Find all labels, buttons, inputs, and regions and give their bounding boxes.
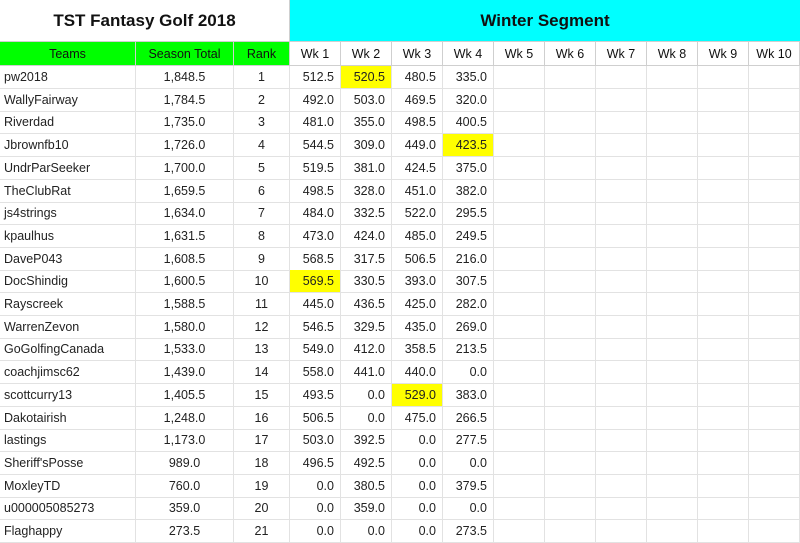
- team-name-cell[interactable]: pw2018: [0, 66, 136, 89]
- season-total-cell[interactable]: 760.0: [136, 475, 234, 498]
- week-score-cell[interactable]: [749, 134, 800, 157]
- week-score-cell[interactable]: [494, 475, 545, 498]
- week-score-cell[interactable]: [749, 248, 800, 271]
- week-score-cell[interactable]: [647, 520, 698, 543]
- week-score-cell[interactable]: 320.0: [443, 89, 494, 112]
- week-header-2[interactable]: Wk 2: [341, 42, 392, 66]
- season-total-cell[interactable]: 1,248.0: [136, 407, 234, 430]
- week-score-cell[interactable]: 216.0: [443, 248, 494, 271]
- week-score-cell[interactable]: [749, 361, 800, 384]
- week-score-cell[interactable]: 213.5: [443, 338, 494, 361]
- week-score-cell[interactable]: [749, 407, 800, 430]
- week-score-cell[interactable]: 506.5: [290, 407, 341, 430]
- week-score-cell[interactable]: 379.5: [443, 475, 494, 498]
- week-score-cell[interactable]: 277.5: [443, 429, 494, 452]
- season-total-cell[interactable]: 1,784.5: [136, 89, 234, 112]
- week-score-cell[interactable]: [494, 248, 545, 271]
- week-score-cell[interactable]: [647, 225, 698, 248]
- week-score-cell[interactable]: [545, 452, 596, 475]
- rank-cell[interactable]: 4: [234, 134, 290, 157]
- week-score-cell[interactable]: 522.0: [392, 202, 443, 225]
- week-score-cell[interactable]: 335.0: [443, 66, 494, 89]
- week-score-cell[interactable]: [596, 111, 647, 134]
- week-score-cell[interactable]: 493.5: [290, 384, 341, 407]
- week-score-cell[interactable]: [698, 452, 749, 475]
- week-score-cell[interactable]: [494, 361, 545, 384]
- week-score-cell[interactable]: 309.0: [341, 134, 392, 157]
- week-score-cell[interactable]: 0.0: [443, 452, 494, 475]
- season-total-cell[interactable]: 1,700.0: [136, 157, 234, 180]
- week-score-cell[interactable]: [647, 180, 698, 203]
- week-score-cell[interactable]: 492.5: [341, 452, 392, 475]
- week-score-cell[interactable]: [698, 89, 749, 112]
- week-score-cell[interactable]: 249.5: [443, 225, 494, 248]
- title-cell[interactable]: TST Fantasy Golf 2018: [0, 0, 290, 42]
- week-score-cell[interactable]: [545, 225, 596, 248]
- team-name-cell[interactable]: lastings: [0, 429, 136, 452]
- team-name-cell[interactable]: WallyFairway: [0, 89, 136, 112]
- week-score-cell[interactable]: [698, 111, 749, 134]
- week-score-cell[interactable]: [698, 66, 749, 89]
- season-total-cell[interactable]: 1,533.0: [136, 338, 234, 361]
- week-score-cell[interactable]: [545, 111, 596, 134]
- week-score-cell[interactable]: 0.0: [392, 475, 443, 498]
- team-name-cell[interactable]: Riverdad: [0, 111, 136, 134]
- rank-cell[interactable]: 14: [234, 361, 290, 384]
- week-score-cell[interactable]: [647, 361, 698, 384]
- week-header-1[interactable]: Wk 1: [290, 42, 341, 66]
- week-score-cell[interactable]: [596, 429, 647, 452]
- week-score-cell[interactable]: [749, 338, 800, 361]
- week-header-5[interactable]: Wk 5: [494, 42, 545, 66]
- week-score-cell[interactable]: [647, 338, 698, 361]
- week-score-cell[interactable]: 359.0: [341, 497, 392, 520]
- week-score-cell[interactable]: [698, 429, 749, 452]
- week-score-cell[interactable]: [545, 293, 596, 316]
- week-score-cell[interactable]: [545, 384, 596, 407]
- week-score-cell[interactable]: 358.5: [392, 338, 443, 361]
- team-name-cell[interactable]: WarrenZevon: [0, 316, 136, 339]
- week-score-cell[interactable]: [494, 452, 545, 475]
- week-score-cell[interactable]: 0.0: [443, 361, 494, 384]
- week-score-cell[interactable]: 480.5: [392, 66, 443, 89]
- week-score-cell[interactable]: 266.5: [443, 407, 494, 430]
- team-name-cell[interactable]: GoGolfingCanada: [0, 338, 136, 361]
- team-name-cell[interactable]: coachjimsc62: [0, 361, 136, 384]
- season-total-cell[interactable]: 1,173.0: [136, 429, 234, 452]
- week-score-cell[interactable]: 529.0: [392, 384, 443, 407]
- week-score-cell[interactable]: 380.5: [341, 475, 392, 498]
- week-score-cell[interactable]: 451.0: [392, 180, 443, 203]
- week-score-cell[interactable]: [596, 452, 647, 475]
- week-score-cell[interactable]: [647, 66, 698, 89]
- week-score-cell[interactable]: 441.0: [341, 361, 392, 384]
- week-score-cell[interactable]: 269.0: [443, 316, 494, 339]
- week-score-cell[interactable]: 0.0: [290, 497, 341, 520]
- season-total-cell[interactable]: 273.5: [136, 520, 234, 543]
- week-score-cell[interactable]: [647, 248, 698, 271]
- week-score-cell[interactable]: [749, 316, 800, 339]
- week-score-cell[interactable]: [596, 248, 647, 271]
- week-score-cell[interactable]: [749, 225, 800, 248]
- week-score-cell[interactable]: [749, 293, 800, 316]
- season-total-cell[interactable]: 1,580.0: [136, 316, 234, 339]
- week-score-cell[interactable]: [494, 316, 545, 339]
- week-score-cell[interactable]: [545, 475, 596, 498]
- team-name-cell[interactable]: DocShindig: [0, 270, 136, 293]
- season-total-cell[interactable]: 1,608.5: [136, 248, 234, 271]
- week-score-cell[interactable]: [596, 338, 647, 361]
- week-score-cell[interactable]: [647, 202, 698, 225]
- rank-cell[interactable]: 15: [234, 384, 290, 407]
- season-total-cell[interactable]: 359.0: [136, 497, 234, 520]
- week-score-cell[interactable]: 558.0: [290, 361, 341, 384]
- rank-header[interactable]: Rank: [234, 42, 290, 66]
- team-name-cell[interactable]: TheClubRat: [0, 180, 136, 203]
- week-score-cell[interactable]: [596, 497, 647, 520]
- week-score-cell[interactable]: 520.5: [341, 66, 392, 89]
- week-score-cell[interactable]: 355.0: [341, 111, 392, 134]
- season-total-cell[interactable]: 1,735.0: [136, 111, 234, 134]
- week-score-cell[interactable]: 0.0: [290, 475, 341, 498]
- week-score-cell[interactable]: [647, 316, 698, 339]
- week-score-cell[interactable]: [698, 225, 749, 248]
- week-header-3[interactable]: Wk 3: [392, 42, 443, 66]
- week-score-cell[interactable]: 412.0: [341, 338, 392, 361]
- week-score-cell[interactable]: [545, 202, 596, 225]
- rank-cell[interactable]: 6: [234, 180, 290, 203]
- week-score-cell[interactable]: [749, 157, 800, 180]
- week-score-cell[interactable]: [596, 157, 647, 180]
- week-score-cell[interactable]: [647, 111, 698, 134]
- week-score-cell[interactable]: [698, 180, 749, 203]
- week-score-cell[interactable]: [647, 384, 698, 407]
- week-score-cell[interactable]: 436.5: [341, 293, 392, 316]
- team-name-cell[interactable]: Rayscreek: [0, 293, 136, 316]
- week-score-cell[interactable]: [596, 270, 647, 293]
- season-total-cell[interactable]: 1,405.5: [136, 384, 234, 407]
- season-total-cell[interactable]: 1,659.5: [136, 180, 234, 203]
- week-score-cell[interactable]: [545, 520, 596, 543]
- week-score-cell[interactable]: 383.0: [443, 384, 494, 407]
- week-score-cell[interactable]: [596, 361, 647, 384]
- team-name-cell[interactable]: Jbrownfb10: [0, 134, 136, 157]
- week-score-cell[interactable]: 328.0: [341, 180, 392, 203]
- week-score-cell[interactable]: 330.5: [341, 270, 392, 293]
- segment-header-cell[interactable]: Winter Segment: [290, 0, 800, 42]
- week-header-9[interactable]: Wk 9: [698, 42, 749, 66]
- week-score-cell[interactable]: 423.5: [443, 134, 494, 157]
- week-score-cell[interactable]: [749, 497, 800, 520]
- week-score-cell[interactable]: [698, 202, 749, 225]
- season-total-cell[interactable]: 1,631.5: [136, 225, 234, 248]
- week-score-cell[interactable]: 568.5: [290, 248, 341, 271]
- team-name-cell[interactable]: MoxleyTD: [0, 475, 136, 498]
- team-name-cell[interactable]: Dakotairish: [0, 407, 136, 430]
- week-score-cell[interactable]: 329.5: [341, 316, 392, 339]
- week-score-cell[interactable]: 0.0: [392, 429, 443, 452]
- week-score-cell[interactable]: [494, 111, 545, 134]
- week-score-cell[interactable]: [647, 407, 698, 430]
- week-score-cell[interactable]: 0.0: [341, 407, 392, 430]
- week-score-cell[interactable]: 484.0: [290, 202, 341, 225]
- week-score-cell[interactable]: [596, 89, 647, 112]
- week-score-cell[interactable]: [647, 452, 698, 475]
- week-score-cell[interactable]: [494, 429, 545, 452]
- week-score-cell[interactable]: [698, 520, 749, 543]
- rank-cell[interactable]: 21: [234, 520, 290, 543]
- week-score-cell[interactable]: [545, 134, 596, 157]
- season-total-cell[interactable]: 1,600.5: [136, 270, 234, 293]
- week-score-cell[interactable]: [545, 157, 596, 180]
- week-score-cell[interactable]: [749, 202, 800, 225]
- week-score-cell[interactable]: [494, 157, 545, 180]
- week-score-cell[interactable]: [596, 225, 647, 248]
- week-score-cell[interactable]: [545, 429, 596, 452]
- week-score-cell[interactable]: [749, 429, 800, 452]
- team-name-cell[interactable]: u000005085273: [0, 497, 136, 520]
- week-score-cell[interactable]: [545, 180, 596, 203]
- week-score-cell[interactable]: 481.0: [290, 111, 341, 134]
- week-score-cell[interactable]: [749, 520, 800, 543]
- week-score-cell[interactable]: 295.5: [443, 202, 494, 225]
- week-score-cell[interactable]: [647, 497, 698, 520]
- week-score-cell[interactable]: [494, 338, 545, 361]
- rank-cell[interactable]: 19: [234, 475, 290, 498]
- week-score-cell[interactable]: [698, 407, 749, 430]
- week-header-8[interactable]: Wk 8: [647, 42, 698, 66]
- week-score-cell[interactable]: 519.5: [290, 157, 341, 180]
- week-score-cell[interactable]: [545, 316, 596, 339]
- team-name-cell[interactable]: Flaghappy: [0, 520, 136, 543]
- week-score-cell[interactable]: 473.0: [290, 225, 341, 248]
- week-score-cell[interactable]: 440.0: [392, 361, 443, 384]
- week-score-cell[interactable]: 282.0: [443, 293, 494, 316]
- week-score-cell[interactable]: [494, 202, 545, 225]
- season-total-cell[interactable]: 1,726.0: [136, 134, 234, 157]
- week-score-cell[interactable]: [545, 361, 596, 384]
- week-score-cell[interactable]: [596, 134, 647, 157]
- week-score-cell[interactable]: 424.0: [341, 225, 392, 248]
- week-score-cell[interactable]: 424.5: [392, 157, 443, 180]
- week-score-cell[interactable]: 392.5: [341, 429, 392, 452]
- week-score-cell[interactable]: [647, 134, 698, 157]
- week-score-cell[interactable]: 381.0: [341, 157, 392, 180]
- team-name-cell[interactable]: UndrParSeeker: [0, 157, 136, 180]
- week-score-cell[interactable]: [545, 66, 596, 89]
- rank-cell[interactable]: 9: [234, 248, 290, 271]
- week-score-cell[interactable]: [749, 384, 800, 407]
- week-score-cell[interactable]: 546.5: [290, 316, 341, 339]
- week-score-cell[interactable]: [596, 202, 647, 225]
- week-header-10[interactable]: Wk 10: [749, 42, 800, 66]
- week-score-cell[interactable]: 544.5: [290, 134, 341, 157]
- rank-cell[interactable]: 17: [234, 429, 290, 452]
- rank-cell[interactable]: 8: [234, 225, 290, 248]
- week-score-cell[interactable]: 425.0: [392, 293, 443, 316]
- week-score-cell[interactable]: [749, 270, 800, 293]
- season-total-cell[interactable]: 1,588.5: [136, 293, 234, 316]
- season-total-cell[interactable]: 989.0: [136, 452, 234, 475]
- week-score-cell[interactable]: 382.0: [443, 180, 494, 203]
- week-score-cell[interactable]: 498.5: [392, 111, 443, 134]
- week-score-cell[interactable]: [596, 475, 647, 498]
- season-total-cell[interactable]: 1,439.0: [136, 361, 234, 384]
- week-score-cell[interactable]: [596, 180, 647, 203]
- week-score-cell[interactable]: [749, 111, 800, 134]
- week-score-cell[interactable]: 0.0: [341, 384, 392, 407]
- week-score-cell[interactable]: 475.0: [392, 407, 443, 430]
- rank-cell[interactable]: 16: [234, 407, 290, 430]
- week-score-cell[interactable]: [596, 293, 647, 316]
- week-score-cell[interactable]: 506.5: [392, 248, 443, 271]
- week-score-cell[interactable]: [698, 316, 749, 339]
- week-score-cell[interactable]: [494, 270, 545, 293]
- week-score-cell[interactable]: 0.0: [290, 520, 341, 543]
- week-score-cell[interactable]: [749, 475, 800, 498]
- week-score-cell[interactable]: 317.5: [341, 248, 392, 271]
- week-score-cell[interactable]: 485.0: [392, 225, 443, 248]
- week-score-cell[interactable]: 332.5: [341, 202, 392, 225]
- week-score-cell[interactable]: 393.0: [392, 270, 443, 293]
- week-score-cell[interactable]: [494, 134, 545, 157]
- week-score-cell[interactable]: [545, 407, 596, 430]
- week-score-cell[interactable]: [494, 384, 545, 407]
- week-score-cell[interactable]: [749, 66, 800, 89]
- week-score-cell[interactable]: [647, 157, 698, 180]
- week-score-cell[interactable]: [494, 225, 545, 248]
- week-score-cell[interactable]: [596, 520, 647, 543]
- week-score-cell[interactable]: 273.5: [443, 520, 494, 543]
- season-total-cell[interactable]: 1,848.5: [136, 66, 234, 89]
- week-score-cell[interactable]: 496.5: [290, 452, 341, 475]
- week-score-cell[interactable]: [647, 293, 698, 316]
- week-score-cell[interactable]: 503.0: [341, 89, 392, 112]
- week-score-cell[interactable]: 569.5: [290, 270, 341, 293]
- week-header-4[interactable]: Wk 4: [443, 42, 494, 66]
- week-score-cell[interactable]: 0.0: [443, 497, 494, 520]
- week-score-cell[interactable]: [545, 89, 596, 112]
- week-score-cell[interactable]: [698, 293, 749, 316]
- week-score-cell[interactable]: [698, 361, 749, 384]
- rank-cell[interactable]: 20: [234, 497, 290, 520]
- rank-cell[interactable]: 3: [234, 111, 290, 134]
- week-score-cell[interactable]: 0.0: [392, 452, 443, 475]
- season-total-header[interactable]: Season Total: [136, 42, 234, 66]
- rank-cell[interactable]: 11: [234, 293, 290, 316]
- team-name-cell[interactable]: js4strings: [0, 202, 136, 225]
- team-name-cell[interactable]: Sheriff'sPosse: [0, 452, 136, 475]
- week-score-cell[interactable]: [494, 497, 545, 520]
- week-score-cell[interactable]: [545, 248, 596, 271]
- rank-cell[interactable]: 10: [234, 270, 290, 293]
- week-score-cell[interactable]: [494, 89, 545, 112]
- rank-cell[interactable]: 7: [234, 202, 290, 225]
- week-score-cell[interactable]: 435.0: [392, 316, 443, 339]
- week-score-cell[interactable]: [698, 497, 749, 520]
- week-score-cell[interactable]: [698, 157, 749, 180]
- week-score-cell[interactable]: [596, 316, 647, 339]
- week-score-cell[interactable]: [494, 407, 545, 430]
- week-score-cell[interactable]: [647, 89, 698, 112]
- rank-cell[interactable]: 13: [234, 338, 290, 361]
- week-score-cell[interactable]: [545, 497, 596, 520]
- week-score-cell[interactable]: [545, 270, 596, 293]
- rank-cell[interactable]: 5: [234, 157, 290, 180]
- week-score-cell[interactable]: [749, 89, 800, 112]
- week-header-7[interactable]: Wk 7: [596, 42, 647, 66]
- week-score-cell[interactable]: [494, 293, 545, 316]
- week-score-cell[interactable]: 375.0: [443, 157, 494, 180]
- week-score-cell[interactable]: 449.0: [392, 134, 443, 157]
- week-score-cell[interactable]: 503.0: [290, 429, 341, 452]
- week-score-cell[interactable]: [494, 520, 545, 543]
- week-score-cell[interactable]: 549.0: [290, 338, 341, 361]
- week-score-cell[interactable]: [647, 270, 698, 293]
- week-score-cell[interactable]: 0.0: [392, 520, 443, 543]
- week-score-cell[interactable]: [749, 180, 800, 203]
- week-score-cell[interactable]: 0.0: [392, 497, 443, 520]
- week-score-cell[interactable]: 492.0: [290, 89, 341, 112]
- week-score-cell[interactable]: [698, 134, 749, 157]
- week-score-cell[interactable]: [647, 475, 698, 498]
- week-score-cell[interactable]: [596, 66, 647, 89]
- week-score-cell[interactable]: [596, 384, 647, 407]
- week-header-6[interactable]: Wk 6: [545, 42, 596, 66]
- week-score-cell[interactable]: [647, 429, 698, 452]
- rank-cell[interactable]: 18: [234, 452, 290, 475]
- team-name-cell[interactable]: kpaulhus: [0, 225, 136, 248]
- week-score-cell[interactable]: 498.5: [290, 180, 341, 203]
- team-name-cell[interactable]: scottcurry13: [0, 384, 136, 407]
- week-score-cell[interactable]: 400.5: [443, 111, 494, 134]
- week-score-cell[interactable]: 307.5: [443, 270, 494, 293]
- week-score-cell[interactable]: [596, 407, 647, 430]
- week-score-cell[interactable]: 445.0: [290, 293, 341, 316]
- week-score-cell[interactable]: 0.0: [341, 520, 392, 543]
- week-score-cell[interactable]: [494, 66, 545, 89]
- week-score-cell[interactable]: [698, 248, 749, 271]
- week-score-cell[interactable]: 512.5: [290, 66, 341, 89]
- week-score-cell[interactable]: 469.5: [392, 89, 443, 112]
- rank-cell[interactable]: 2: [234, 89, 290, 112]
- week-score-cell[interactable]: [494, 180, 545, 203]
- rank-cell[interactable]: 1: [234, 66, 290, 89]
- week-score-cell[interactable]: [749, 452, 800, 475]
- teams-header[interactable]: Teams: [0, 42, 136, 66]
- season-total-cell[interactable]: 1,634.0: [136, 202, 234, 225]
- week-score-cell[interactable]: [698, 338, 749, 361]
- team-name-cell[interactable]: DaveP043: [0, 248, 136, 271]
- week-score-cell[interactable]: [698, 475, 749, 498]
- week-score-cell[interactable]: [698, 270, 749, 293]
- week-score-cell[interactable]: [698, 384, 749, 407]
- week-score-cell[interactable]: [545, 338, 596, 361]
- rank-cell[interactable]: 12: [234, 316, 290, 339]
